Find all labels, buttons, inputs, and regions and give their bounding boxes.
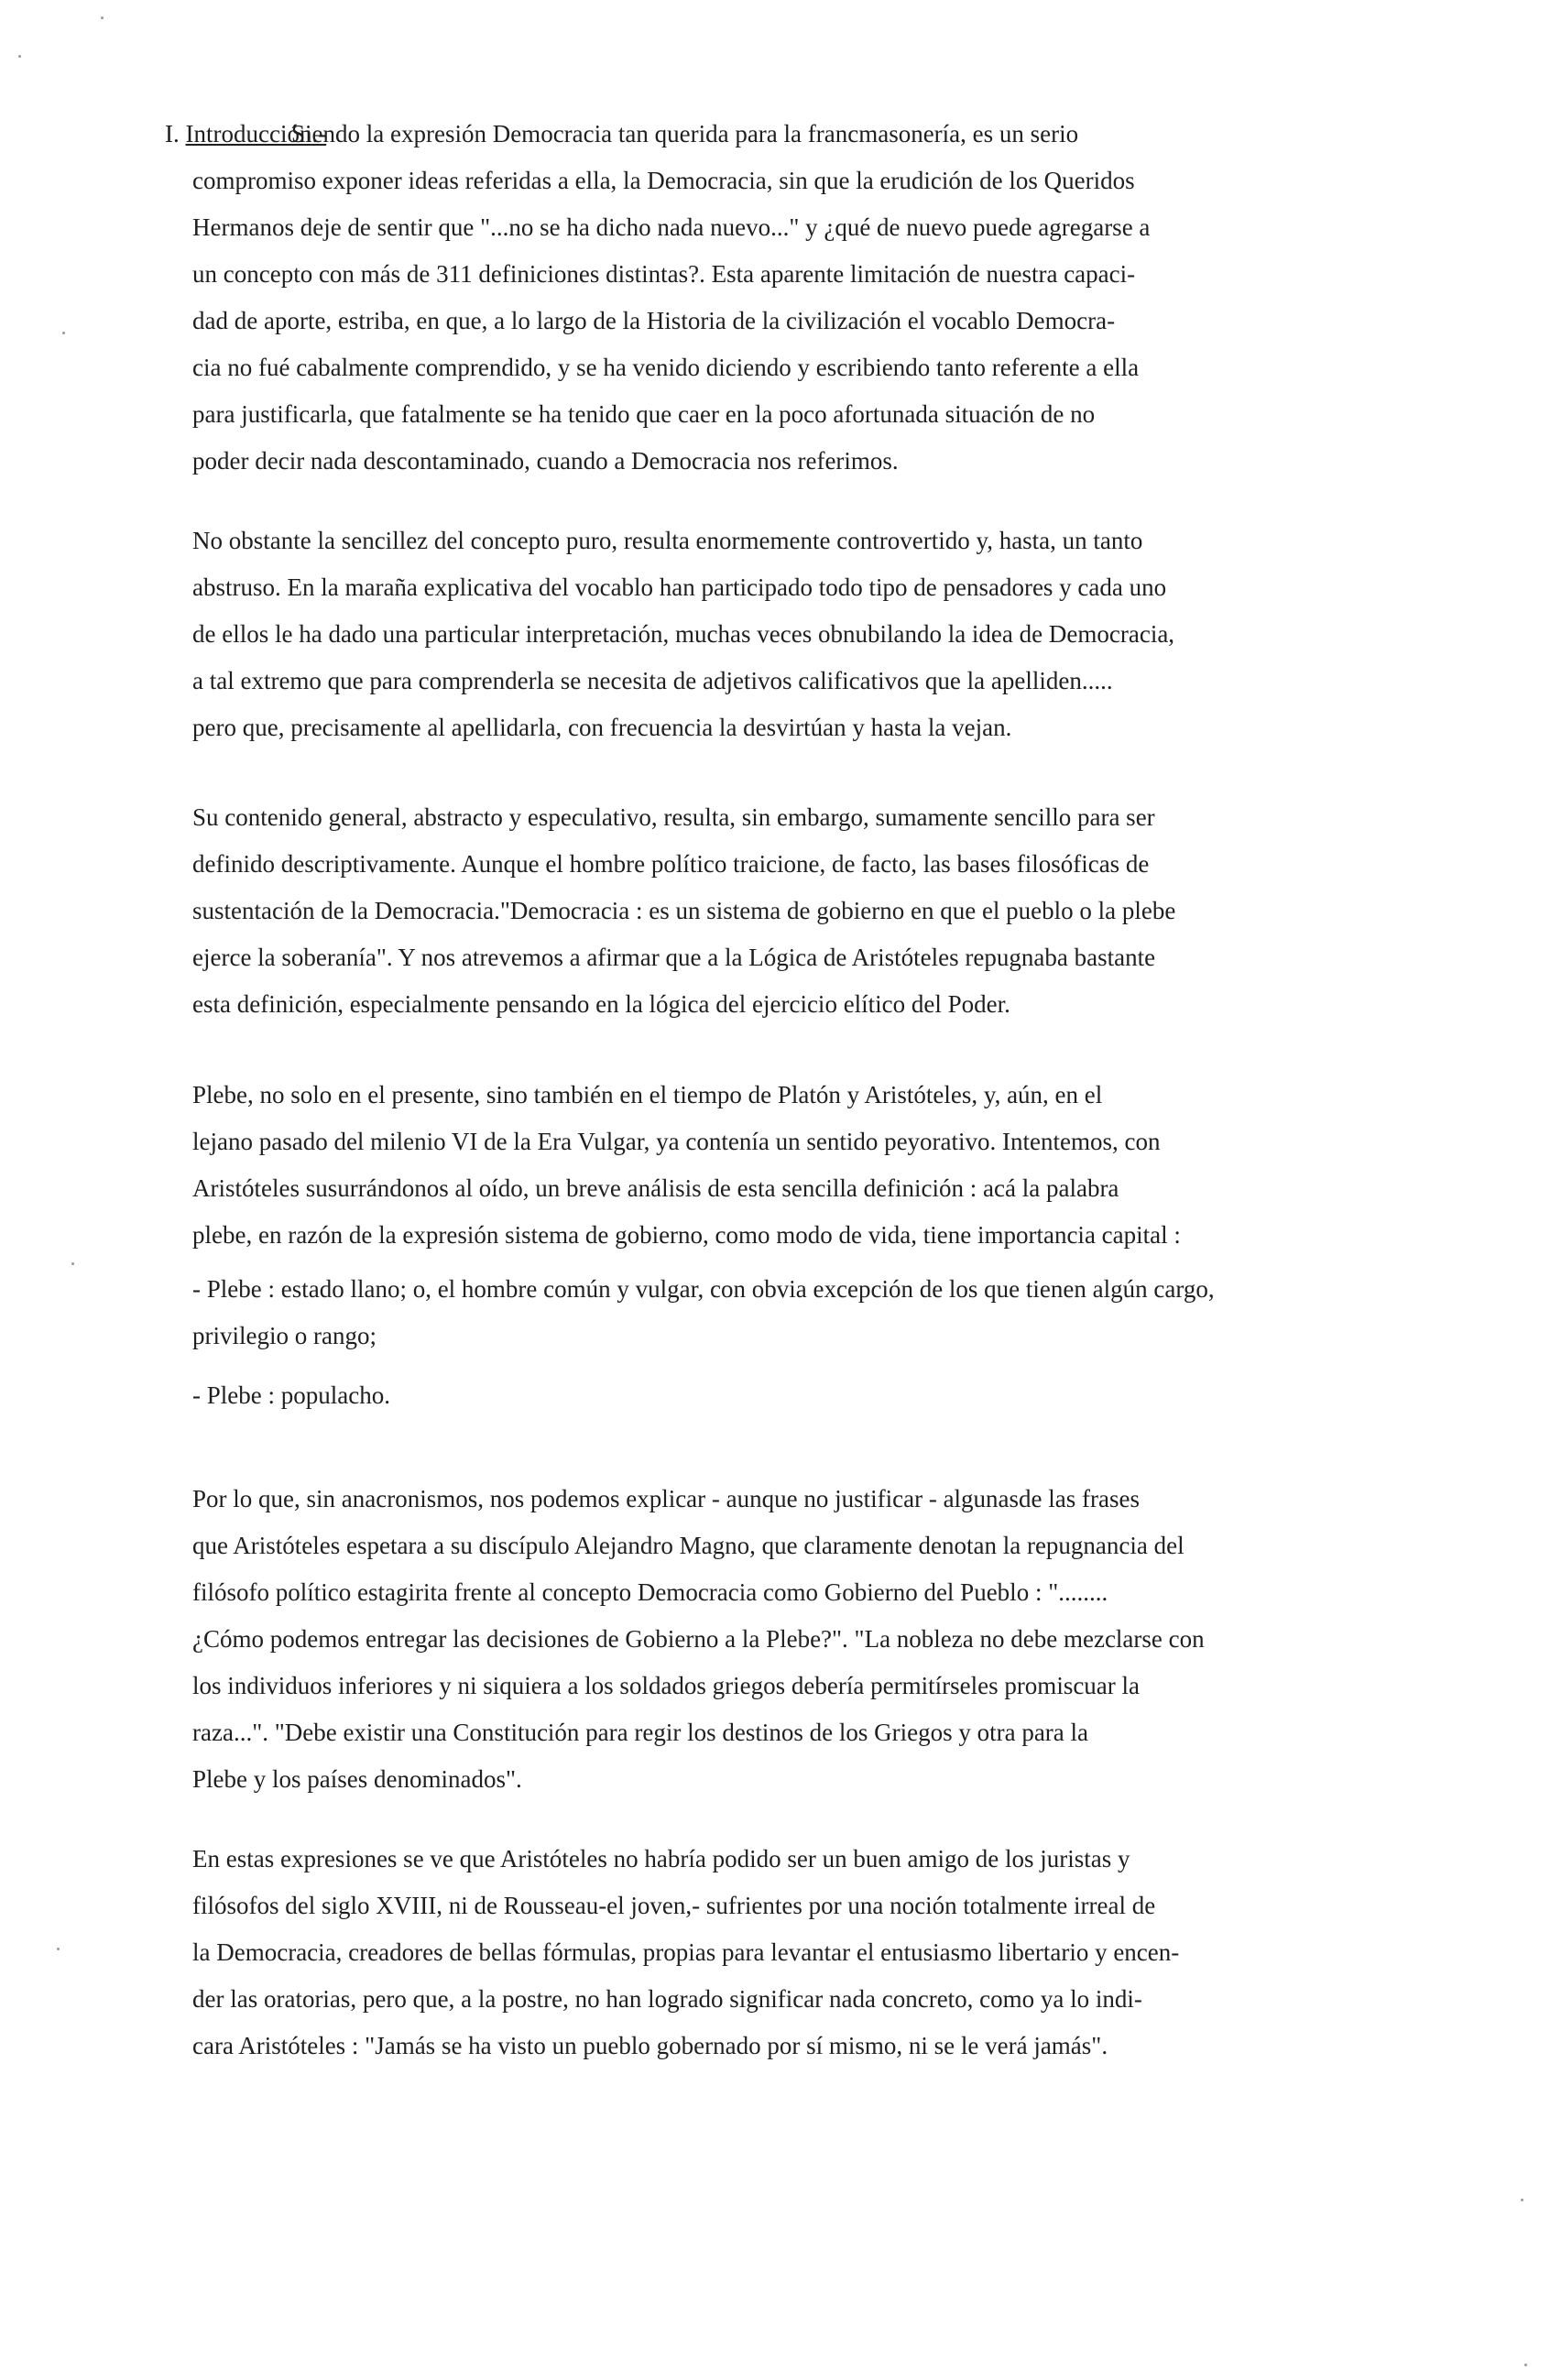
paragraph-plebe xyxy=(192,1072,1475,1259)
text-line: los individuos inferiores y ni siquiera a los soldados griegos debería permitírseles promiscuar la xyxy=(192,1672,1141,1699)
text-line: que Aristóteles espetara a su discípulo Alejandro Magno, que claramente denotan la repugnancia del xyxy=(192,1532,1184,1559)
text-line: esta definición, especialmente pensando en la lógica del ejercicio elítico del Poder. xyxy=(192,990,1010,1018)
paragraph-abstruse xyxy=(192,518,1475,751)
text-line: Plebe, no solo en el presente, sino también en el tiempo de Platón y Aristóteles, y, aún, en el xyxy=(192,1081,1103,1108)
text-line: abstruso. En la maraña explicativa del vocablo han participado todo tipo de pensadores y cada uno xyxy=(192,573,1167,601)
text-line: Su contenido general, abstracto y especulativo, resulta, sin embargo, sumamente sencillo para ser xyxy=(192,803,1155,831)
text-line: plebe, en razón de la expresión sistema de gobierno, como modo de vida, tiene importancia capital : xyxy=(192,1221,1181,1249)
paragraph-intro xyxy=(192,158,1475,485)
text-line: Plebe y los países denominados". xyxy=(192,1765,522,1793)
text-line: dad de aporte, estriba, en que, a lo largo de la Historia de la civilización el vocablo Democra- xyxy=(192,307,1116,334)
text-line: ¿Cómo podemos entregar las decisiones de Gobierno a la Plebe?". "La nobleza no debe mezclarse con xyxy=(192,1625,1205,1653)
paragraph-aristoteles-quotes xyxy=(192,1476,1475,1803)
text-line: En estas expresiones se ve que Aristóteles no habría podido ser un buen amigo de los juristas y xyxy=(192,1845,1130,1872)
text-line: ejerce la soberanía". Y nos atrevemos a afirmar que a la Lógica de Aristóteles repugnaba bastante xyxy=(192,944,1156,971)
text-line: poder decir nada descontaminado, cuando a Democracia nos referimos. xyxy=(192,447,899,475)
scan-speck xyxy=(18,55,21,58)
paragraph-definition xyxy=(192,794,1475,1028)
text-line: filósofo político estagirita frente al concepto Democracia como Gobierno del Pueblo : "........ xyxy=(192,1578,1108,1606)
list-item-plebe-estado-llano xyxy=(192,1266,1475,1359)
text-line: - Plebe : populacho. xyxy=(192,1381,390,1409)
text-line: raza...". "Debe existir una Constitución para regir los destinos de los Griegos y otra para la xyxy=(192,1719,1089,1746)
text-line: Siendo la expresión Democracia tan querida para la francmasonería, es un serio xyxy=(291,120,1079,147)
text-line: cara Aristóteles : "Jamás se ha visto un pueblo gobernado por sí mismo, ni se le verá jamás". xyxy=(192,2032,1108,2059)
text-line: la Democracia, creadores de bellas fórmulas, propias para levantar el entusiasmo libertario y encen- xyxy=(192,1938,1180,1966)
text-line: compromiso exponer ideas referidas a ella, la Democracia, sin que la erudición de los Queridos xyxy=(192,167,1135,194)
scan-speck xyxy=(62,332,65,334)
section-number: I. xyxy=(165,120,180,147)
text-line: un concepto con más de 311 definiciones distintas?. Esta aparente limitación de nuestra capaci- xyxy=(192,260,1136,288)
scan-speck xyxy=(71,1262,74,1265)
text-line: a tal extremo que para comprenderla se necesita de adjetivos calificativos que la apelliden..... xyxy=(192,667,1113,694)
scan-speck xyxy=(57,1948,60,1950)
text-line: privilegio o rango; xyxy=(192,1322,377,1349)
text-line: Aristóteles susurrándonos al oído, un breve análisis de esta sencilla definición : acá la palabra xyxy=(192,1174,1119,1202)
text-line: Hermanos deje de sentir que "...no se ha dicho nada nuevo..." y ¿qué de nuevo puede agregarse a xyxy=(192,213,1151,241)
text-line: No obstante la sencillez del concepto puro, resulta enormemente controvertido y, hasta, un tanto xyxy=(192,527,1143,554)
scan-speck xyxy=(1521,2199,1523,2201)
text-line: para justificarla, que fatalmente se ha tenido que caer en la poco afortunada situación de no xyxy=(192,400,1096,428)
text-line: sustentación de la Democracia."Democracia : es un sistema de gobierno en que el pueblo o la plebe xyxy=(192,897,1176,924)
text-line: lejano pasado del milenio VI de la Era Vulgar, ya contenía un sentido peyorativo. Intentemos, con xyxy=(192,1128,1161,1155)
text-line: - Plebe : estado llano; o, el hombre común y vulgar, con obvia excepción de los que tienen algún cargo, xyxy=(192,1275,1215,1303)
text-line: Por lo que, sin anacronismos, nos podemos explicar - aunque no justificar - algunasde las frases xyxy=(192,1485,1140,1512)
paragraph-intro-first-line xyxy=(291,111,1561,158)
section-title: Introducción.- xyxy=(185,120,327,147)
scan-speck xyxy=(101,16,104,19)
scan-speck xyxy=(1524,2364,1527,2366)
text-line: pero que, precisamente al apellidarla, con frecuencia la desvirtúan y hasta la vejan. xyxy=(192,714,1012,741)
text-line: filósofos del siglo XVIII, ni de Rousseau-el joven,- sufrientes por una noción totalmente irreal de xyxy=(192,1892,1156,1919)
text-line: cia no fué cabalmente comprendido, y se ha venido diciendo y escribiendo tanto referente a ella xyxy=(192,354,1140,381)
text-line: definido descriptivamente. Aunque el hombre político traicione, de facto, las bases filosóficas de xyxy=(192,850,1150,878)
paragraph-juristas xyxy=(192,1836,1475,2069)
list-item-plebe-populacho xyxy=(192,1372,1475,1419)
text-line: der las oratorias, pero que, a la postre, no han logrado significar nada concreto, como ya lo indi- xyxy=(192,1985,1142,2013)
text-line: de ellos le ha dado una particular interpretación, muchas veces obnubilando la idea de Democracia, xyxy=(192,620,1175,648)
